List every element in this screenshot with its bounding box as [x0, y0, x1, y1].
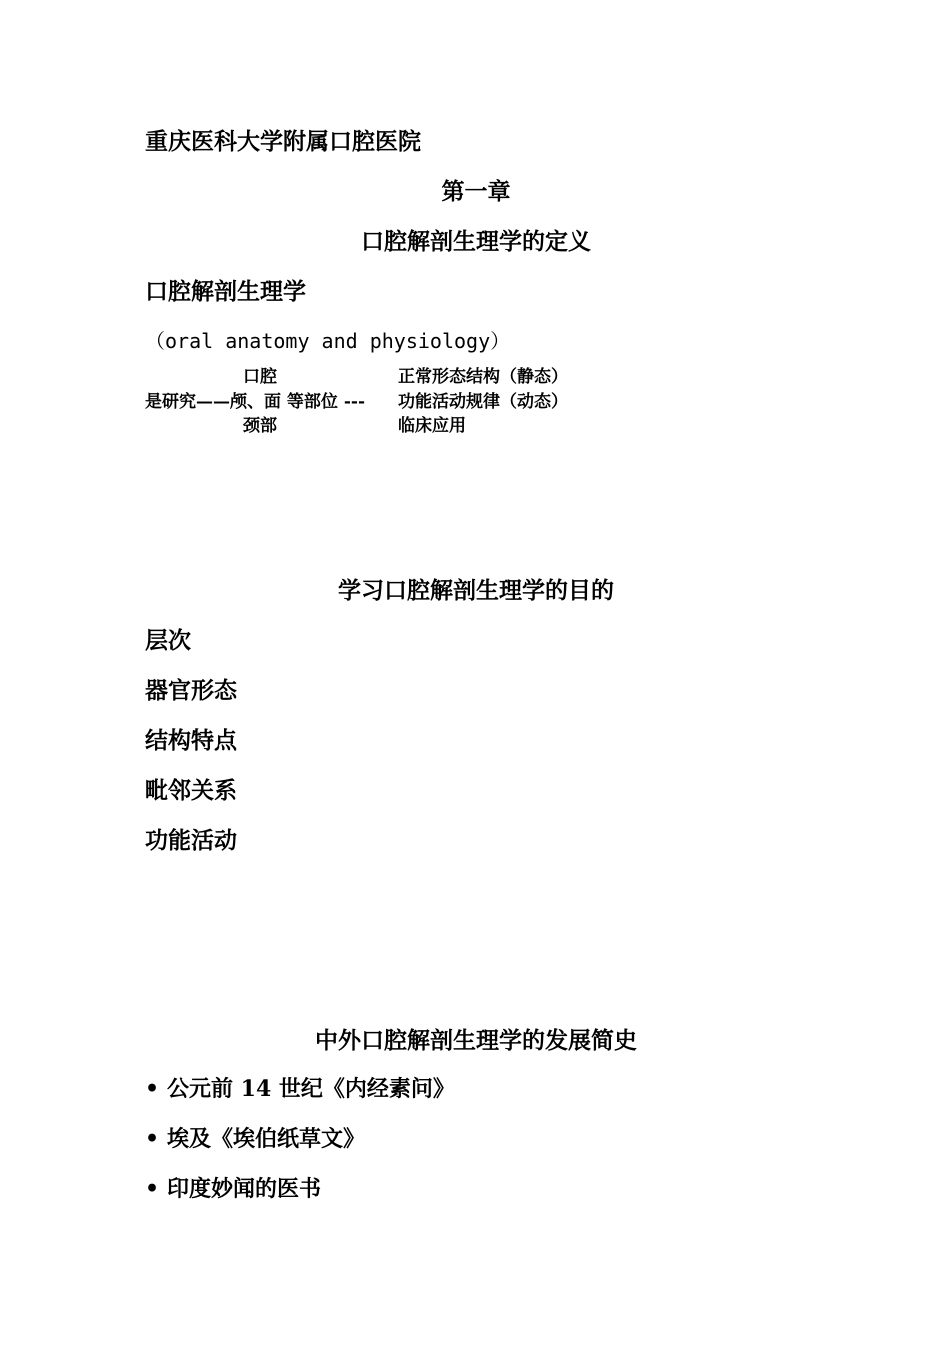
bullet-icon: •	[145, 1176, 160, 1202]
definition-english: （oral anatomy and physiology）	[145, 329, 511, 353]
diagram-middle-right: 功能活动规律（动态）	[398, 392, 568, 412]
list-item	[145, 1128, 365, 1150]
list-item: 器官形态	[145, 677, 237, 704]
diagram-bottom-left: 颈部	[243, 416, 277, 436]
list-item-text: 埃及《埃伯纸草文》	[167, 1126, 366, 1152]
list-item: 结构特点	[145, 727, 237, 754]
diagram-top-right: 正常形态结构（静态）	[398, 367, 568, 387]
institution-title: 重庆医科大学附属口腔医院	[145, 128, 421, 155]
purpose-heading: 学习口腔解剖生理学的目的	[338, 577, 614, 604]
diagram-top-left: 口腔	[243, 367, 277, 387]
diagram-bottom-right: 临床应用	[398, 416, 466, 436]
diagram-middle-left: 是研究——颅、面 等部位 ---	[145, 392, 366, 412]
list-item-text: 公元前 14 世纪《内经素问》	[167, 1076, 455, 1102]
list-item: 层次	[145, 627, 191, 654]
history-heading: 中外口腔解剖生理学的发展简史	[315, 1027, 637, 1054]
list-item: 功能活动	[145, 827, 237, 854]
list-item	[145, 1078, 455, 1100]
definition-term: 口腔解剖生理学	[145, 278, 306, 305]
bullet-icon: •	[145, 1076, 160, 1102]
definition-heading: 口腔解剖生理学的定义	[361, 228, 591, 255]
list-item: 毗邻关系	[145, 777, 237, 804]
bullet-icon: •	[145, 1126, 160, 1152]
list-item	[145, 1178, 321, 1200]
list-item-text: 印度妙闻的医书	[167, 1176, 322, 1202]
chapter-heading: 第一章	[441, 178, 511, 205]
